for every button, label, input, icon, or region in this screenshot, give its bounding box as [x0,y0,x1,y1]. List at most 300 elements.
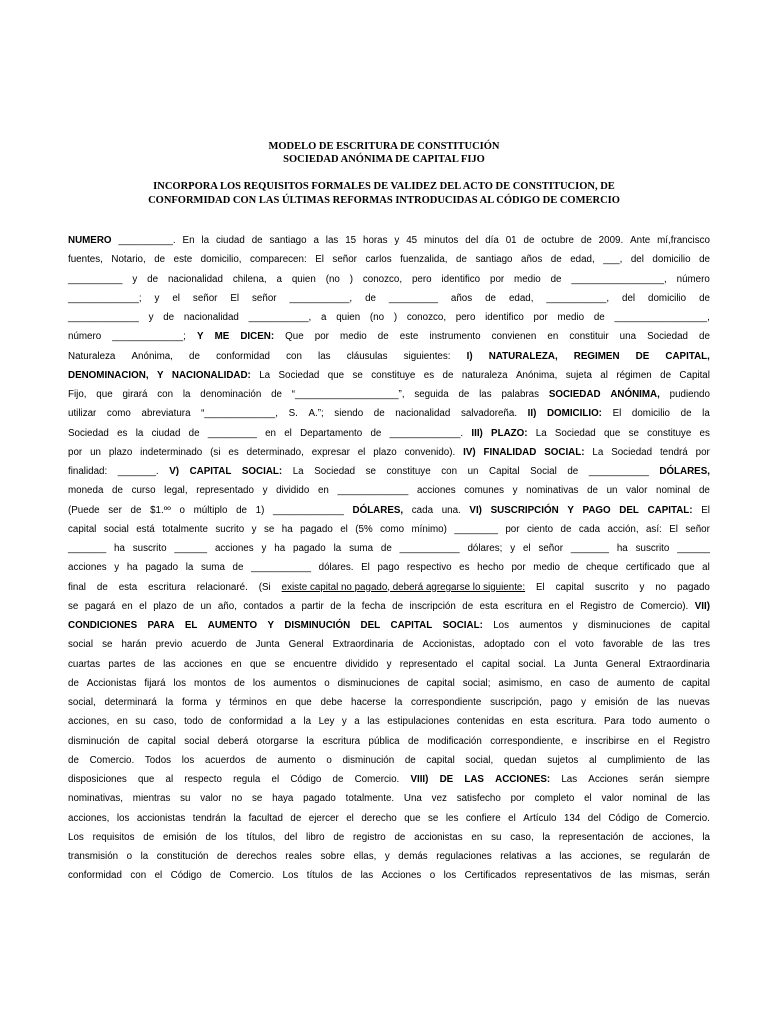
word: las [656,697,670,708]
word: un [200,600,212,612]
word: de [676,793,688,805]
word: de [370,427,382,439]
word: régimen [616,369,652,381]
word: les [445,812,459,824]
word: fuenzalida, [400,254,448,266]
text-line [68,231,710,250]
word: $1.ºº [150,504,171,516]
word: acciones, [68,716,110,728]
word: ha [281,523,293,535]
word: hacerse [351,697,386,708]
word: caso, [510,831,534,843]
word: por [695,446,710,458]
word: disminuciones [337,677,400,689]
word: _____________ [273,504,344,516]
word: Comercio. [89,754,135,766]
word: de [456,254,467,266]
word: transmisión [68,851,119,862]
word: DE [635,350,650,362]
word: de [567,466,579,477]
word: representación [558,831,624,843]
word: o [429,870,436,882]
word: de [660,620,672,631]
word: al [600,369,608,381]
word: disposiciones [68,774,127,785]
word: cumplimiento [607,754,665,766]
word: fuentes, [68,254,103,266]
word: Los [282,870,299,882]
word: el [139,600,147,612]
word: o [324,677,330,689]
word: aumentos [519,620,563,631]
word: acciones, [68,812,110,824]
text-line [68,674,710,693]
word: capital [426,677,455,689]
word: accionistas [136,812,186,824]
word: regularán [649,851,691,862]
word: comunes [464,485,505,497]
word: de [485,292,496,304]
word: de [96,581,108,593]
word: ACCIONES: [495,774,551,785]
word: LAS [464,774,484,785]
word: (si [210,446,221,458]
word: VI) [469,504,482,516]
text-line [68,462,710,481]
text-line [68,809,710,828]
word: DOMICILIO: [546,408,602,420]
word: derecho [361,812,397,824]
word: girará [122,389,148,400]
word: en [275,697,287,708]
word: medio [557,312,585,323]
word: Sociedad [314,466,356,477]
word: nacionalidad [167,273,223,285]
word: _____________ [337,485,409,497]
word: pagado [303,793,336,805]
word: de [408,735,419,747]
text-line [68,693,710,712]
word: Fijo, [68,389,87,400]
word: ) [349,273,353,285]
word: curso [131,485,156,497]
word: El [612,408,622,420]
word: de [699,254,710,266]
word: quedan [503,754,537,766]
subtitle-line-1: INCORPORA LOS REQUISITOS FORMALES DE VALIDEZ DEL ACTO DE CONSTITUCION, DE [153,181,615,192]
word: plazo [153,600,177,612]
word: ser [108,504,122,516]
word: Anónima, [131,350,173,362]
word: las [479,389,492,400]
word: medio [340,331,367,343]
word: pagado [300,523,333,535]
word: las [672,639,685,651]
text-line [68,847,710,866]
word: ___________, [248,312,312,323]
word: con [441,466,458,477]
word: pago [377,562,400,574]
word: totalmente [162,523,208,535]
word: acuerdo [191,639,227,651]
word: capital [481,658,510,670]
word: ha [616,543,628,554]
word: constituye [371,369,416,381]
word: que [603,427,621,439]
word: Los [493,620,509,631]
word: de [407,677,419,689]
word: un [606,485,618,497]
word: del [622,292,636,304]
word: satisfecho [456,793,501,805]
word: Comercio. [354,774,400,785]
word: de [662,677,674,689]
word: tendrán [192,812,227,824]
word: de [402,639,414,651]
word: serán [639,774,664,785]
word: la [702,831,710,843]
word: instrumento [429,331,481,343]
word: El [230,292,240,304]
text-line [68,327,710,346]
word: de [550,273,562,285]
word: correspondiente [411,697,482,708]
word: PARA [147,620,175,631]
word: los [173,677,187,689]
word: títulos, [246,831,276,843]
word: Acciones [588,774,629,785]
word: y [261,543,267,554]
word: Comercio. [665,812,710,824]
word: Ley [318,716,335,728]
word: la [347,600,356,612]
word: seguida [414,389,449,400]
word: que [404,812,421,824]
word: la [542,831,551,843]
word: capital [681,620,710,631]
word: o [179,504,185,516]
word: _______. [117,466,159,477]
word: Y [267,620,274,631]
word: derechos [236,851,277,862]
word: haya [272,793,294,805]
word: ANÓNIMA, [610,389,660,400]
word: _______ [570,543,609,554]
word: domicilio [631,408,671,420]
word: representado [196,485,254,497]
word: y [572,620,578,631]
word: Código [608,812,640,824]
word: DEL [619,504,639,516]
word: pagará [84,600,116,612]
word: medio [514,273,541,285]
word: SUSCRIPCIÓN [490,504,559,516]
word: santiago [269,235,307,246]
text-line [68,501,710,520]
word: ) [393,312,398,323]
word: REGIMEN [573,350,620,362]
word: cheque [586,562,619,574]
word: nacionalidad [395,408,451,420]
word: de [458,389,470,400]
word: dólares; [467,543,503,554]
word: encuentre [293,658,337,670]
word: suscrito [594,581,629,593]
word: un [467,466,479,477]
word: CAPITAL, [665,350,710,362]
word: ___________ [251,562,312,574]
word: la [306,735,315,747]
word: las [325,235,339,246]
document-title [0,140,768,166]
word: su [135,716,146,728]
word: montos [193,677,227,689]
text-line [68,443,710,462]
word: ha [114,543,125,554]
word: los [443,870,457,882]
word: aumento [616,677,655,689]
word: y [386,658,392,670]
word: es [459,562,470,574]
text-line [68,616,710,635]
word: que [138,774,155,785]
word: de [404,754,416,766]
word: Código [170,870,202,882]
word: relacionaré. [196,581,248,593]
word: esta [118,581,138,593]
word: ________ [454,523,498,535]
text-line [68,481,710,500]
word: de [623,600,634,612]
word: requisitos [92,831,135,843]
word: ______ [174,543,208,554]
word: Y [156,369,164,381]
word: de [290,812,302,824]
word: AUMENTO [207,620,258,631]
word: En [182,235,195,246]
word: por [510,793,525,805]
word: en [550,677,562,689]
word: Accionistas [86,677,137,689]
word: que [678,562,695,574]
word: capital [68,523,97,535]
word: de [567,562,579,574]
word: de [646,812,658,824]
word: 01 [505,235,517,246]
word: y [510,543,516,554]
word: de [189,350,200,362]
text-line [68,789,710,808]
text-line [68,347,710,366]
word: nuevas [678,697,710,708]
word: por [314,331,329,343]
word: es [699,427,710,439]
word: o [126,851,133,862]
word: General [288,639,324,651]
word: años [521,254,543,266]
word: en [121,600,133,612]
word: día [485,235,499,246]
word: de [130,504,142,516]
word: hecho [477,562,504,574]
word: constituir [569,331,609,343]
word: y [262,485,268,497]
word: existe capital no pagado, deberá agregarse lo siguiente: [281,581,526,593]
word: moneda [68,485,104,497]
word: ciudad [215,235,245,246]
text-line [68,635,710,654]
word: conformidad [216,350,270,362]
word: domicilio [652,254,691,266]
word: Sociedad [554,427,596,439]
word: es [423,369,435,381]
word: fijará [144,677,166,689]
word: de [462,600,474,612]
text-line [68,712,710,731]
word: número [676,273,710,285]
word: Notario, [111,254,146,266]
word: Los [68,831,84,843]
word: su [491,831,502,843]
word: octubre [541,235,574,246]
word: señor [192,292,218,304]
text-line [68,539,710,558]
word: capital [147,735,176,747]
word: de [188,427,200,439]
text-line [68,308,710,327]
word: nacionalidad [183,312,239,323]
text-line [68,597,710,616]
word: final [68,581,86,593]
word: por [68,446,83,458]
word: con [130,870,147,882]
word: Acciones [381,870,422,882]
word: mí,francisco [657,235,710,246]
word: mínimo) [411,523,447,535]
word: Naturaleza [68,350,116,362]
word: _______ [68,543,107,554]
word: previo [155,639,183,651]
word: los [252,677,266,689]
word: de [392,600,404,612]
word: domicilio, [200,254,242,266]
word: años [450,292,473,304]
word: o [704,716,710,728]
word: edad, [570,254,595,266]
word: Código [290,774,322,785]
word: de [217,851,228,862]
word: conformidad [68,870,122,882]
word: se [428,812,439,824]
word: _________________, [614,312,710,323]
word: NATURALEZA, [488,350,558,362]
word: pudiendo [669,389,710,400]
word: NACIONALIDAD: [171,369,251,381]
word: se [274,658,285,670]
word: certificado [625,562,671,574]
word: acciones [183,658,223,670]
word: Ante [630,235,651,246]
word: la [185,562,194,574]
word: social. [518,658,547,670]
word: acciones [214,543,254,554]
word: indeterminado [140,446,203,458]
word: del [284,831,298,843]
word: la [333,543,342,554]
word: cada [411,504,434,516]
word: siguientes: [403,350,451,362]
text-line [68,424,710,443]
word: 15 [345,235,357,246]
word: el [522,543,531,554]
word: de [236,504,247,516]
word: Extraordinaria [332,639,394,651]
word: utilizar [68,408,97,420]
text-line [68,751,710,770]
word: las [697,793,710,805]
word: de [143,658,155,670]
word: la [135,427,144,439]
word: pero [455,312,476,323]
word: de [183,600,195,612]
word: de [580,235,592,246]
word: modificación [427,735,482,747]
word: a [276,273,282,285]
word: e [571,735,578,747]
word: SOCIEDAD [548,389,601,400]
word: del [465,235,479,246]
word: año, [217,600,237,612]
word: el [271,774,280,785]
word: CAPITAL [390,620,433,631]
word: y [215,697,221,708]
text-line [68,732,710,751]
word: y [148,312,154,323]
word: de [587,485,598,497]
word: de [341,870,353,882]
word: en [265,427,276,439]
word: conozco, [406,312,447,323]
word: ___________, [546,292,610,304]
word: de [652,639,664,651]
word: minutos [424,235,459,246]
word: acciones [68,562,107,574]
word: que [295,697,312,708]
word: totalmente. [345,793,395,805]
word: VIII) [410,774,429,785]
word: el [340,523,348,535]
word: emisión [594,697,629,708]
word: de [271,389,282,400]
word: sujetos [547,754,579,766]
word: a [321,312,327,323]
word: Sociedad [611,446,653,458]
word: capital [555,581,584,593]
word: Todos [144,754,172,766]
word: disminución [68,735,120,747]
word: como [106,408,131,420]
word: cuartas [68,658,101,670]
word: y [639,581,645,593]
word: caso [569,677,590,689]
word: ___, [603,254,623,266]
word: escritura [504,600,543,612]
word: _____________. [389,427,464,439]
word: “_____________, [201,408,278,420]
word: en [116,716,128,728]
word: S. [288,408,298,420]
word: de [637,697,649,708]
